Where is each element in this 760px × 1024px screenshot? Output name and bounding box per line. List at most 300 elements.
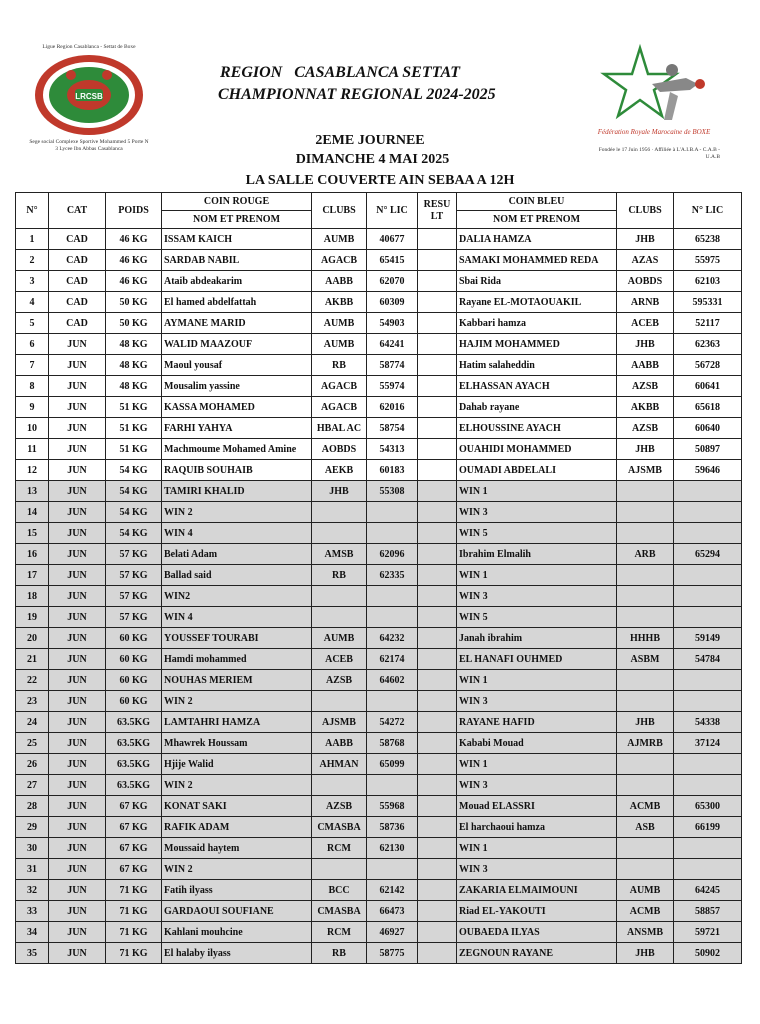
- blue-corner-club: ACMB: [617, 796, 674, 817]
- blue-corner-licence: 65618: [674, 397, 742, 418]
- header-clubs-bleu: CLUBS: [617, 193, 674, 229]
- result-cell: [418, 796, 457, 817]
- result-cell: [418, 334, 457, 355]
- red-corner-licence: 62016: [367, 397, 418, 418]
- red-corner-licence: 62335: [367, 565, 418, 586]
- red-corner-club: ACEB: [312, 649, 367, 670]
- row-weight: 67 KG: [106, 817, 162, 838]
- blue-corner-club: JHB: [617, 943, 674, 964]
- result-cell: [418, 544, 457, 565]
- document-header: [0, 0, 760, 190]
- blue-corner-licence: [674, 523, 742, 544]
- table-body: [16, 229, 742, 964]
- red-corner-club: [312, 523, 367, 544]
- header-clubs-rouge: CLUBS: [312, 193, 367, 229]
- red-corner-club: BCC: [312, 880, 367, 901]
- header-cat: CAT: [49, 193, 106, 229]
- row-category: JUN: [49, 670, 106, 691]
- result-cell: [418, 250, 457, 271]
- red-corner-club: HBAL AC: [312, 418, 367, 439]
- result-cell: [418, 670, 457, 691]
- red-corner-name: Mhawrek Houssam: [162, 733, 312, 754]
- table-row: [16, 229, 742, 250]
- red-corner-club: AUMB: [312, 628, 367, 649]
- result-cell: [418, 607, 457, 628]
- blue-corner-name: WIN 1: [457, 670, 617, 691]
- row-number: 33: [16, 901, 49, 922]
- table-row: [16, 775, 742, 796]
- red-corner-licence: 55974: [367, 376, 418, 397]
- row-number: 2: [16, 250, 49, 271]
- blue-corner-licence: 60641: [674, 376, 742, 397]
- red-corner-name: El hamed abdelfattah: [162, 292, 312, 313]
- bouts-table: [15, 192, 742, 964]
- red-corner-club: AUMB: [312, 334, 367, 355]
- row-number: 8: [16, 376, 49, 397]
- blue-corner-name: HAJIM MOHAMMED: [457, 334, 617, 355]
- table-row: [16, 817, 742, 838]
- red-corner-name: Moussaid haytem: [162, 838, 312, 859]
- row-number: 21: [16, 649, 49, 670]
- blue-corner-name: Janah ibrahim: [457, 628, 617, 649]
- blue-corner-licence: [674, 607, 742, 628]
- blue-corner-licence: 62103: [674, 271, 742, 292]
- blue-corner-club: ARNB: [617, 292, 674, 313]
- blue-corner-club: JHB: [617, 229, 674, 250]
- row-number: 23: [16, 691, 49, 712]
- blue-corner-name: EL HANAFI OUHMED: [457, 649, 617, 670]
- row-weight: 48 KG: [106, 355, 162, 376]
- result-cell: [418, 292, 457, 313]
- blue-corner-club: [617, 565, 674, 586]
- row-number: 28: [16, 796, 49, 817]
- blue-corner-name: ELHOUSSINE AYACH: [457, 418, 617, 439]
- red-corner-club: AABB: [312, 733, 367, 754]
- result-cell: [418, 460, 457, 481]
- blue-corner-club: AZSB: [617, 376, 674, 397]
- blue-corner-name: Mouad ELASSRI: [457, 796, 617, 817]
- blue-corner-name: ZAKARIA ELMAIMOUNI: [457, 880, 617, 901]
- row-weight: 46 KG: [106, 271, 162, 292]
- result-cell: [418, 901, 457, 922]
- header-nom-bleu: NOM ET PRENOM: [457, 211, 617, 229]
- red-corner-licence: 62174: [367, 649, 418, 670]
- blue-corner-club: ANSMB: [617, 922, 674, 943]
- red-corner-club: CMASBA: [312, 817, 367, 838]
- row-category: JUN: [49, 838, 106, 859]
- table-row: [16, 565, 742, 586]
- header-coin-rouge: COIN ROUGE: [162, 193, 312, 211]
- blue-corner-club: ASBM: [617, 649, 674, 670]
- row-weight: 57 KG: [106, 544, 162, 565]
- blue-corner-name: WIN 5: [457, 607, 617, 628]
- result-cell: [418, 649, 457, 670]
- row-weight: 48 KG: [106, 376, 162, 397]
- red-corner-name: El halaby ilyass: [162, 943, 312, 964]
- blue-corner-licence: 54338: [674, 712, 742, 733]
- red-corner-licence: [367, 523, 418, 544]
- table-row: [16, 880, 742, 901]
- result-cell: [418, 586, 457, 607]
- red-corner-licence: 58736: [367, 817, 418, 838]
- blue-corner-name: Rayane EL-MOTAOUAKIL: [457, 292, 617, 313]
- row-category: JUN: [49, 901, 106, 922]
- blue-corner-name: ZEGNOUN RAYANE: [457, 943, 617, 964]
- blue-corner-name: WIN 3: [457, 859, 617, 880]
- row-number: 11: [16, 439, 49, 460]
- row-category: CAD: [49, 292, 106, 313]
- table-row: [16, 439, 742, 460]
- red-corner-licence: 64241: [367, 334, 418, 355]
- red-corner-club: CMASBA: [312, 901, 367, 922]
- table-header: [16, 193, 742, 229]
- red-corner-licence: 60183: [367, 460, 418, 481]
- row-weight: 63.5KG: [106, 733, 162, 754]
- blue-corner-name: WIN 5: [457, 523, 617, 544]
- blue-corner-name: ELHASSAN AYACH: [457, 376, 617, 397]
- row-number: 30: [16, 838, 49, 859]
- row-weight: 46 KG: [106, 250, 162, 271]
- blue-corner-name: OUMADI ABDELALI: [457, 460, 617, 481]
- row-number: 19: [16, 607, 49, 628]
- red-corner-club: AOBDS: [312, 439, 367, 460]
- row-number: 13: [16, 481, 49, 502]
- federation-logo-caption: Fondée le 17 Juin 1956 · Affiliée à L'A.I.B.A - C.A.B - U.A.B: [598, 147, 720, 160]
- blue-corner-licence: 59646: [674, 460, 742, 481]
- header-nom-rouge: NOM ET PRENOM: [162, 211, 312, 229]
- result-cell: [418, 733, 457, 754]
- blue-corner-licence: 595331: [674, 292, 742, 313]
- row-weight: 48 KG: [106, 334, 162, 355]
- blue-corner-club: [617, 502, 674, 523]
- blue-corner-name: Riad EL-YAKOUTI: [457, 901, 617, 922]
- row-weight: 46 KG: [106, 229, 162, 250]
- blue-corner-name: SAMAKI MOHAMMED REDA: [457, 250, 617, 271]
- red-corner-club: AUMB: [312, 313, 367, 334]
- blue-corner-name: Ibrahim Elmalih: [457, 544, 617, 565]
- red-corner-licence: [367, 691, 418, 712]
- table-row: [16, 943, 742, 964]
- table-row: [16, 922, 742, 943]
- row-category: JUN: [49, 586, 106, 607]
- row-category: JUN: [49, 628, 106, 649]
- row-number: 12: [16, 460, 49, 481]
- red-corner-name: Fatih ilyass: [162, 880, 312, 901]
- row-number: 7: [16, 355, 49, 376]
- row-category: JUN: [49, 649, 106, 670]
- title-region: REGION CASABLANCA SETTAT: [220, 64, 461, 81]
- red-corner-club: AMSB: [312, 544, 367, 565]
- blue-corner-club: AABB: [617, 355, 674, 376]
- row-weight: 60 KG: [106, 628, 162, 649]
- blue-corner-licence: 65300: [674, 796, 742, 817]
- red-corner-licence: 55968: [367, 796, 418, 817]
- blue-corner-club: ACMB: [617, 901, 674, 922]
- row-category: JUN: [49, 607, 106, 628]
- table-row: [16, 250, 742, 271]
- red-corner-licence: 58768: [367, 733, 418, 754]
- row-weight: 50 KG: [106, 292, 162, 313]
- red-corner-name: GARDAOUI SOUFIANE: [162, 901, 312, 922]
- title-championnat: CHAMPIONNAT REGIONAL 2024-2025: [218, 86, 496, 103]
- blue-corner-name: WIN 1: [457, 481, 617, 502]
- event-date: DIMANCHE 4 MAI 2025: [295, 152, 450, 167]
- federation-logo-text: Fédération Royale Marocaine de BOXE: [597, 128, 711, 136]
- result-cell: [418, 817, 457, 838]
- red-corner-name: RAFIK ADAM: [162, 817, 312, 838]
- row-category: JUN: [49, 523, 106, 544]
- result-cell: [418, 397, 457, 418]
- result-cell: [418, 313, 457, 334]
- blue-corner-licence: [674, 670, 742, 691]
- row-number: 15: [16, 523, 49, 544]
- red-corner-name: Ataib abdeakarim: [162, 271, 312, 292]
- blue-corner-licence: 62363: [674, 334, 742, 355]
- row-number: 22: [16, 670, 49, 691]
- red-corner-name: YOUSSEF TOURABI: [162, 628, 312, 649]
- row-weight: 57 KG: [106, 565, 162, 586]
- row-category: JUN: [49, 775, 106, 796]
- row-weight: 71 KG: [106, 901, 162, 922]
- blue-corner-name: DALIA HAMZA: [457, 229, 617, 250]
- row-weight: 67 KG: [106, 859, 162, 880]
- table-row: [16, 838, 742, 859]
- result-cell: [418, 943, 457, 964]
- red-corner-club: AABB: [312, 271, 367, 292]
- red-corner-name: WIN 2: [162, 502, 312, 523]
- table-row: [16, 712, 742, 733]
- row-category: JUN: [49, 922, 106, 943]
- red-corner-name: WIN 2: [162, 775, 312, 796]
- blue-corner-club: ACEB: [617, 313, 674, 334]
- red-corner-club: AZSB: [312, 670, 367, 691]
- blue-corner-licence: 65238: [674, 229, 742, 250]
- table-row: [16, 733, 742, 754]
- red-corner-name: Belati Adam: [162, 544, 312, 565]
- blue-corner-name: Hatim salaheddin: [457, 355, 617, 376]
- red-corner-club: AKBB: [312, 292, 367, 313]
- red-corner-licence: 64602: [367, 670, 418, 691]
- blue-corner-name: WIN 3: [457, 586, 617, 607]
- result-cell: [418, 754, 457, 775]
- red-corner-licence: 40677: [367, 229, 418, 250]
- row-number: 32: [16, 880, 49, 901]
- red-corner-licence: 58775: [367, 943, 418, 964]
- row-number: 4: [16, 292, 49, 313]
- red-corner-name: WIN2: [162, 586, 312, 607]
- table-row: [16, 271, 742, 292]
- blue-corner-licence: 54784: [674, 649, 742, 670]
- blue-corner-club: JHB: [617, 439, 674, 460]
- red-corner-licence: 54903: [367, 313, 418, 334]
- blue-corner-licence: 58857: [674, 901, 742, 922]
- red-corner-licence: [367, 775, 418, 796]
- blue-corner-name: Sbai Rida: [457, 271, 617, 292]
- red-corner-licence: 46927: [367, 922, 418, 943]
- blue-corner-licence: [674, 481, 742, 502]
- row-category: JUN: [49, 754, 106, 775]
- table-row: [16, 901, 742, 922]
- boxer-star-icon: [590, 40, 720, 140]
- row-category: JUN: [49, 817, 106, 838]
- row-category: CAD: [49, 271, 106, 292]
- ligue-logo-caption-bottom: Sege social Complexe Sportive Mohammed 5 Porte N 3 Lycee Ibn Abbas Casablanca: [29, 139, 149, 152]
- result-cell: [418, 712, 457, 733]
- row-category: JUN: [49, 943, 106, 964]
- table-row: [16, 481, 742, 502]
- row-number: 3: [16, 271, 49, 292]
- blue-corner-club: AZSB: [617, 418, 674, 439]
- red-corner-licence: 66473: [367, 901, 418, 922]
- result-cell: [418, 922, 457, 943]
- red-corner-name: RAQUIB SOUHAIB: [162, 460, 312, 481]
- table-row: [16, 502, 742, 523]
- row-number: 5: [16, 313, 49, 334]
- blue-corner-licence: 66199: [674, 817, 742, 838]
- journee-label: 2EME JOURNEE: [315, 133, 425, 148]
- row-weight: 60 KG: [106, 649, 162, 670]
- result-cell: [418, 481, 457, 502]
- result-cell: [418, 838, 457, 859]
- row-number: 18: [16, 586, 49, 607]
- row-weight: 50 KG: [106, 313, 162, 334]
- red-corner-club: AJSMB: [312, 712, 367, 733]
- blue-corner-licence: 50897: [674, 439, 742, 460]
- row-weight: 54 KG: [106, 523, 162, 544]
- red-corner-club: JHB: [312, 481, 367, 502]
- red-corner-club: [312, 502, 367, 523]
- red-corner-licence: [367, 607, 418, 628]
- blue-corner-name: Kababi Mouad: [457, 733, 617, 754]
- row-weight: 54 KG: [106, 460, 162, 481]
- blue-corner-licence: 37124: [674, 733, 742, 754]
- result-cell: [418, 565, 457, 586]
- blue-corner-club: AUMB: [617, 880, 674, 901]
- red-corner-name: AYMANE MARID: [162, 313, 312, 334]
- row-weight: 57 KG: [106, 586, 162, 607]
- table-row: [16, 460, 742, 481]
- result-cell: [418, 691, 457, 712]
- blue-corner-name: WIN 1: [457, 754, 617, 775]
- blue-corner-club: [617, 607, 674, 628]
- row-category: JUN: [49, 439, 106, 460]
- red-corner-licence: 62096: [367, 544, 418, 565]
- result-cell: [418, 418, 457, 439]
- blue-corner-licence: [674, 565, 742, 586]
- red-corner-licence: [367, 502, 418, 523]
- table-row: [16, 670, 742, 691]
- red-corner-name: Hjije Walid: [162, 754, 312, 775]
- ligue-logo: [28, 44, 150, 153]
- blue-corner-club: AZAS: [617, 250, 674, 271]
- red-corner-name: Ballad said: [162, 565, 312, 586]
- table-row: [16, 691, 742, 712]
- federation-logo: [590, 40, 720, 161]
- table-row: [16, 586, 742, 607]
- row-category: JUN: [49, 691, 106, 712]
- blue-corner-name: RAYANE HAFID: [457, 712, 617, 733]
- red-corner-licence: 55308: [367, 481, 418, 502]
- row-category: JUN: [49, 859, 106, 880]
- blue-corner-licence: [674, 502, 742, 523]
- blue-corner-licence: [674, 838, 742, 859]
- row-category: JUN: [49, 544, 106, 565]
- row-weight: 51 KG: [106, 397, 162, 418]
- blue-corner-club: [617, 859, 674, 880]
- red-corner-licence: 58754: [367, 418, 418, 439]
- red-corner-club: RB: [312, 355, 367, 376]
- blue-corner-club: [617, 670, 674, 691]
- row-weight: 51 KG: [106, 439, 162, 460]
- table-row: [16, 334, 742, 355]
- blue-corner-name: Dahab rayane: [457, 397, 617, 418]
- result-cell: [418, 859, 457, 880]
- row-category: CAD: [49, 250, 106, 271]
- table-row: [16, 523, 742, 544]
- table-row: [16, 292, 742, 313]
- header-coin-bleu: COIN BLEU: [457, 193, 617, 211]
- blue-corner-club: AJSMB: [617, 460, 674, 481]
- red-corner-name: LAMTAHRI HAMZA: [162, 712, 312, 733]
- row-number: 25: [16, 733, 49, 754]
- blue-corner-licence: [674, 586, 742, 607]
- blue-corner-club: [617, 586, 674, 607]
- table-row: [16, 649, 742, 670]
- blue-corner-name: WIN 1: [457, 838, 617, 859]
- red-corner-club: RB: [312, 943, 367, 964]
- header-result: RESU LT: [418, 193, 457, 229]
- red-corner-name: Mousalim yassine: [162, 376, 312, 397]
- blue-corner-club: JHB: [617, 712, 674, 733]
- blue-corner-club: [617, 481, 674, 502]
- row-weight: 67 KG: [106, 796, 162, 817]
- blue-corner-licence: 65294: [674, 544, 742, 565]
- blue-corner-club: [617, 838, 674, 859]
- blue-corner-name: OUBAEDA ILYAS: [457, 922, 617, 943]
- row-weight: 71 KG: [106, 943, 162, 964]
- red-corner-licence: 54272: [367, 712, 418, 733]
- red-corner-licence: [367, 586, 418, 607]
- blue-corner-name: OUAHIDI MOHAMMED: [457, 439, 617, 460]
- row-number: 6: [16, 334, 49, 355]
- result-cell: [418, 775, 457, 796]
- blue-corner-name: WIN 3: [457, 691, 617, 712]
- row-number: 24: [16, 712, 49, 733]
- row-category: CAD: [49, 229, 106, 250]
- red-corner-name: TAMIRI KHALID: [162, 481, 312, 502]
- red-corner-name: ISSAM KAICH: [162, 229, 312, 250]
- red-corner-name: KONAT SAKI: [162, 796, 312, 817]
- row-category: JUN: [49, 334, 106, 355]
- red-corner-name: KASSA MOHAMED: [162, 397, 312, 418]
- blue-corner-name: WIN 1: [457, 565, 617, 586]
- row-category: JUN: [49, 733, 106, 754]
- row-category: JUN: [49, 460, 106, 481]
- red-corner-club: [312, 691, 367, 712]
- header-lic-rouge: N° LIC: [367, 193, 418, 229]
- row-weight: 63.5KG: [106, 754, 162, 775]
- row-weight: 71 KG: [106, 880, 162, 901]
- blue-corner-licence: 52117: [674, 313, 742, 334]
- row-weight: 67 KG: [106, 838, 162, 859]
- row-number: 27: [16, 775, 49, 796]
- row-number: 26: [16, 754, 49, 775]
- table-row: [16, 418, 742, 439]
- red-corner-club: RCM: [312, 922, 367, 943]
- blue-corner-club: AOBDS: [617, 271, 674, 292]
- result-cell: [418, 628, 457, 649]
- row-category: JUN: [49, 355, 106, 376]
